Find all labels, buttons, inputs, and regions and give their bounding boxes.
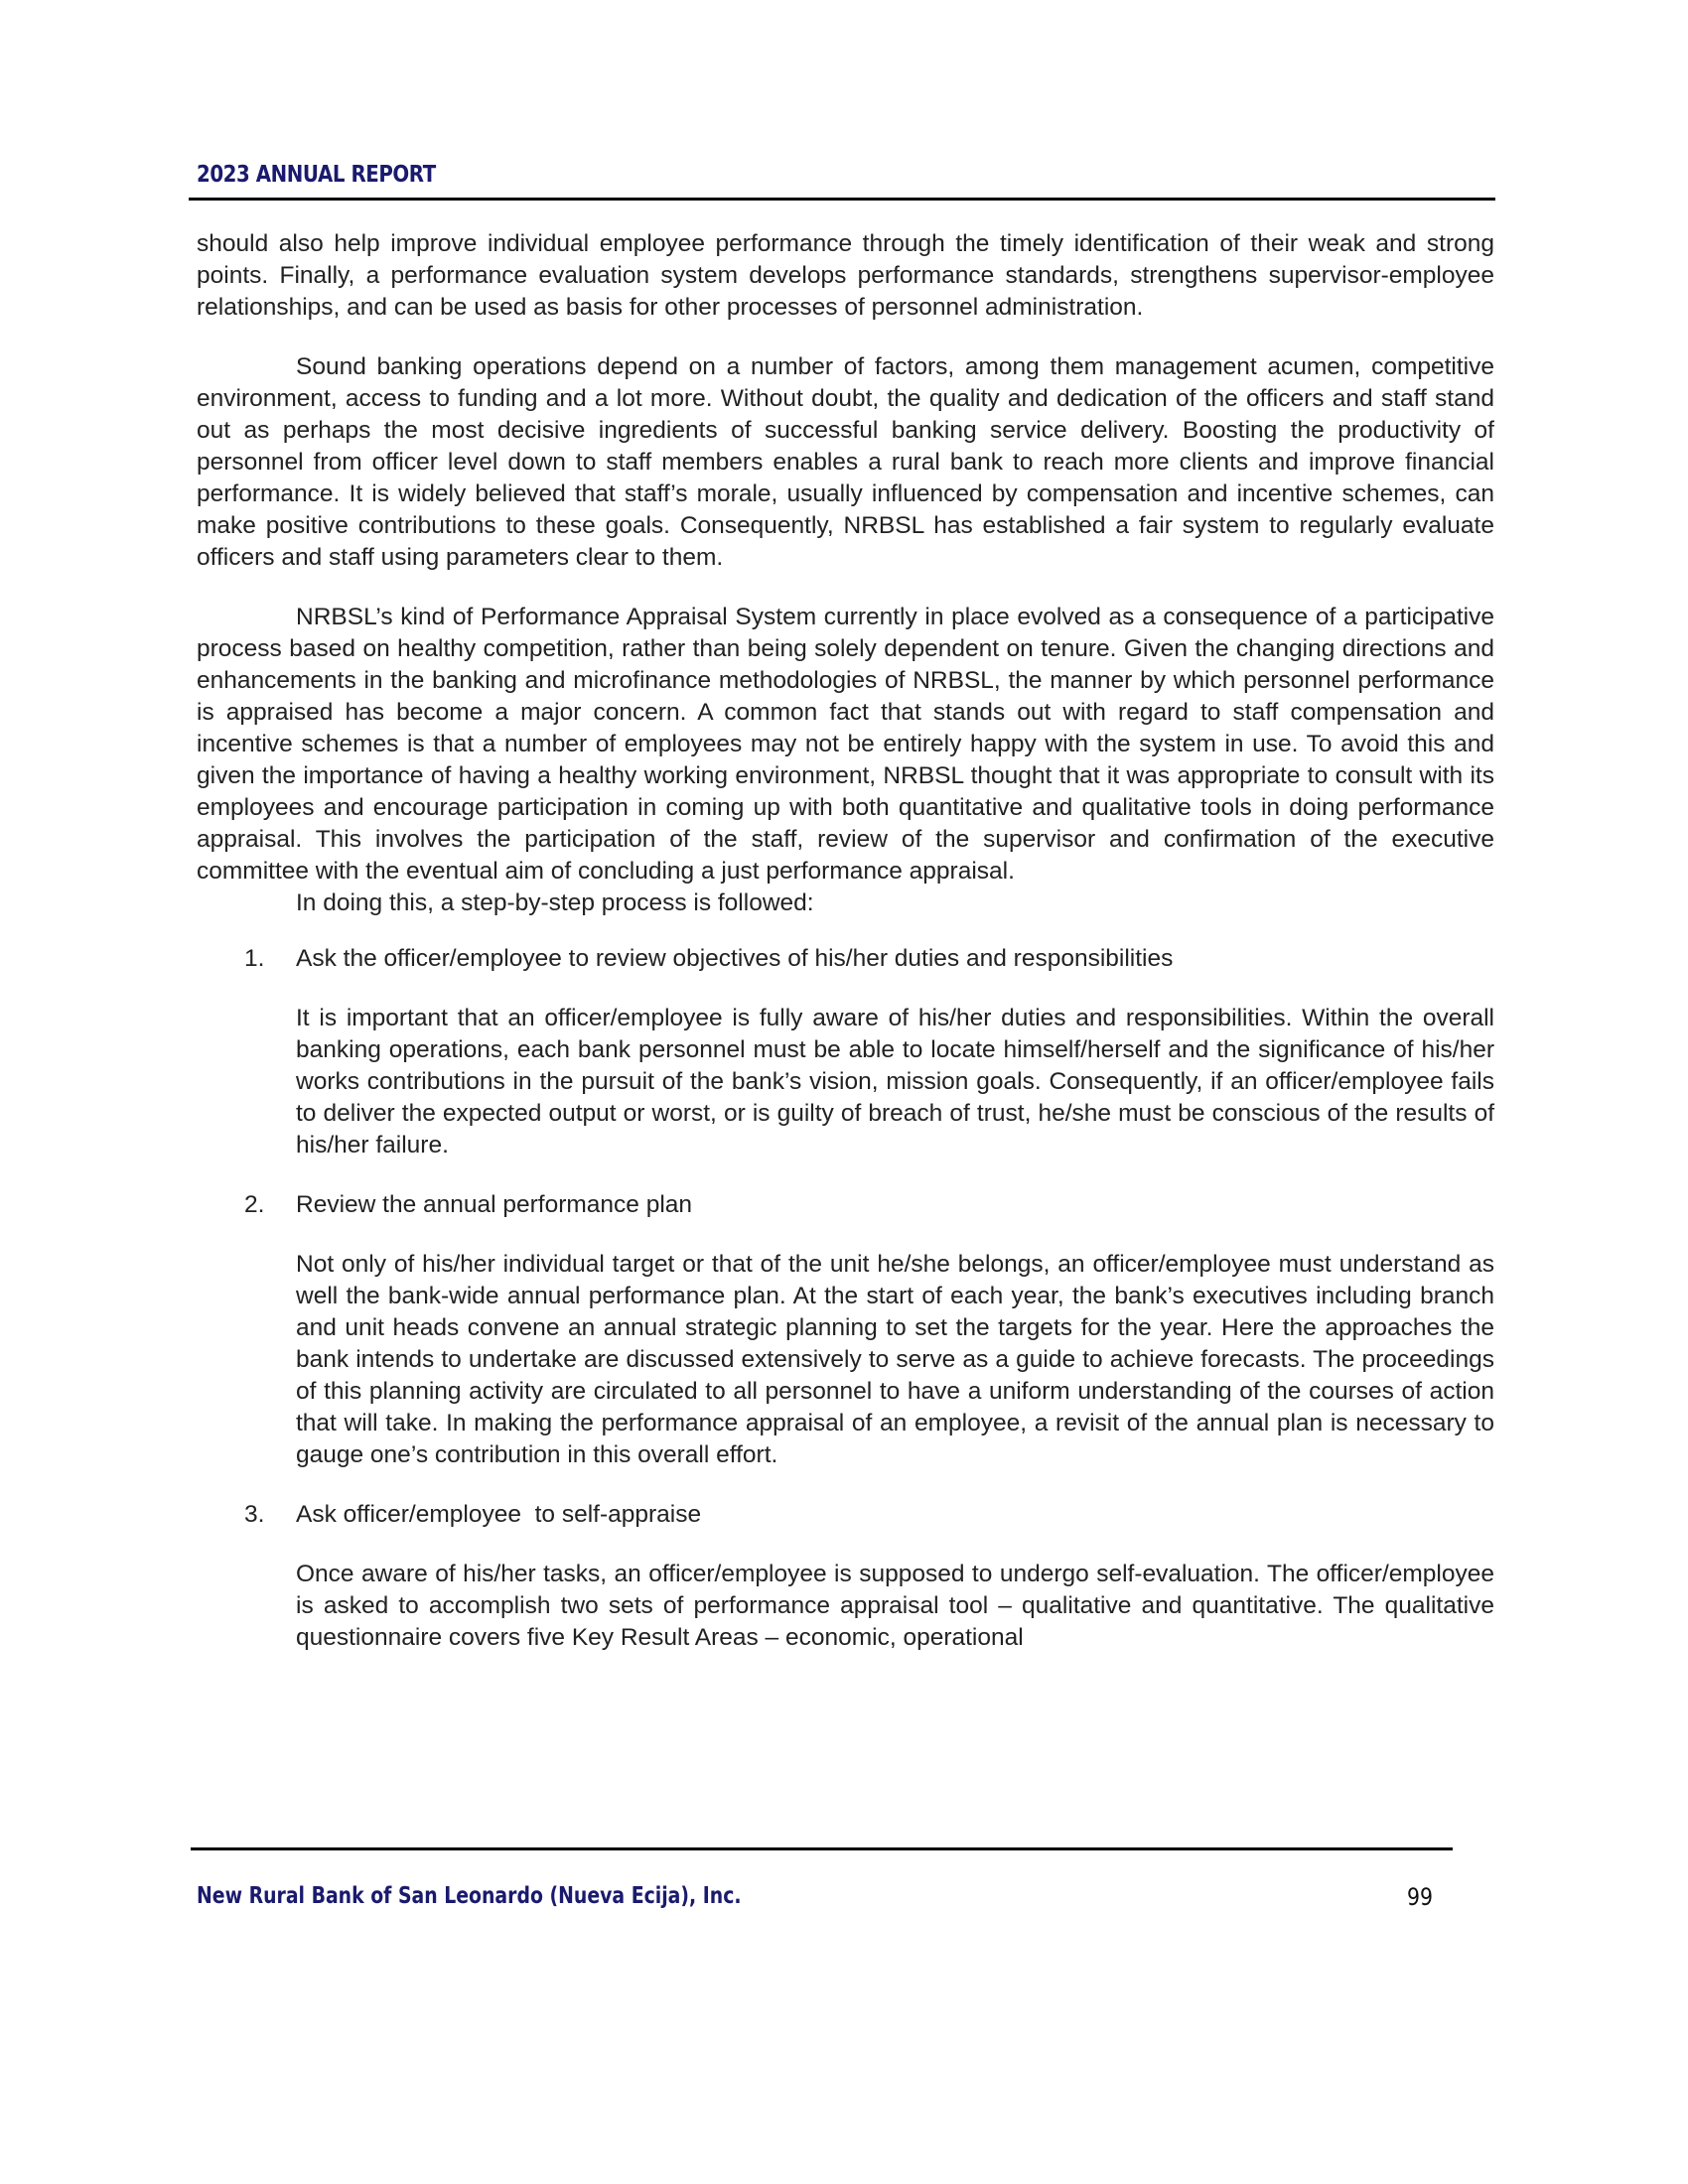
report-header-title: 2023 ANNUAL REPORT — [197, 162, 436, 188]
step-number: 1. — [244, 945, 265, 972]
paragraph-lead-in: In doing this, a step-by-step process is followed: — [296, 889, 814, 916]
step-item — [244, 943, 1494, 1161]
step-heading: Ask the officer/employee to review objectives of his/her duties and responsibilities — [296, 945, 1174, 972]
document-body — [197, 228, 1494, 1682]
footer-organization-name: New Rural Bank of San Leonardo (Nueva Ecija), Inc. — [197, 1883, 742, 1909]
paragraph-appraisal-system: NRBSL’s kind of Performance Appraisal System currently in place evolved as a consequence of a participative process based on healthy competition, rather than being solely dependent on tenure. Given the changing directions and enhancements in the banking and microfinance methodologies of NRBSL, the manner by which personnel performance is appraised has become a major concern. A common fact that stands out with regard to staff compensation and incentive schemes is that a number of employees may not be entirely happy with the system in use. To avoid this and given the importance of having a healthy working environment, NRBSL thought that it was appropriate to consult with its employees and encourage participation in coming up with both quantitative and qualitative tools in doing performance appraisal. This involves the participation of the staff, review of the supervisor and confirmation of the executive committee with the eventual aim of concluding a just performance appraisal. — [197, 604, 1494, 885]
step-number: 3. — [244, 1501, 265, 1528]
page-number: 99 — [1407, 1883, 1433, 1911]
step-description: Not only of his/her individual target or that of the unit he/she belongs, an officer/employee must understand as well the bank-wide annual performance plan. At the start of each year, the bank’s executives including branch and unit heads convene an annual strategic planning to set the targets for the year. Here the approaches the bank intends to undertake are discussed extensively to serve as a guide to achieve forecasts. The proceedings of this planning activity are circulated to all personnel to have a uniform understanding of the courses of action that will take. In making the performance appraisal of an employee, a revisit of the annual plan is necessary to gauge one’s contribution in this overall effort. — [296, 1251, 1494, 1468]
paragraph-continuation: should also help improve individual employee performance through the timely identification of their weak and strong points. Finally, a performance evaluation system develops performance standards, strengthens supervisor-employee relationships, and can be used as basis for other processes of personnel administration. — [197, 230, 1494, 321]
step-item — [244, 1499, 1494, 1654]
paragraph-sound-banking: Sound banking operations depend on a number of factors, among them management acumen, competitive environment, access to funding and a lot more. Without doubt, the quality and dedication of the officers and staff stand out as perhaps the most decisive ingredients of successful banking service delivery. Boosting the productivity of personnel from officer level down to staff members enables a rural bank to reach more clients and improve financial performance. It is widely believed that staff’s morale, usually influenced by compensation and incentive schemes, can make positive contributions to these goals. Consequently, NRBSL has established a fair system to regularly evaluate officers and staff using parameters clear to them. — [197, 353, 1494, 571]
step-heading: Ask officer/employee to self-appraise — [296, 1501, 702, 1528]
step-description: Once aware of his/her tasks, an officer/employee is supposed to undergo self-evaluation. The officer/employee is asked to accomplish two sets of performance appraisal tool – qualitative and quantitative. The qualitative questionnaire covers five Key Result Areas – economic, operational — [296, 1561, 1494, 1651]
step-number: 2. — [244, 1191, 265, 1218]
footer-divider — [191, 1847, 1453, 1850]
header-divider — [189, 198, 1495, 201]
step-heading: Review the annual performance plan — [296, 1191, 693, 1218]
step-description: It is important that an officer/employee is fully aware of his/her duties and responsibilities. Within the overall banking operations, each bank personnel must be able to locate himself/herself and the significance of his/her works contributions in the pursuit of the bank’s vision, mission goals. Consequently, if an officer/employee fails to deliver the expected output or worst, or is guilty of breach of trust, he/she must be conscious of the results of his/her failure. — [296, 1005, 1494, 1159]
step-item — [244, 1189, 1494, 1471]
